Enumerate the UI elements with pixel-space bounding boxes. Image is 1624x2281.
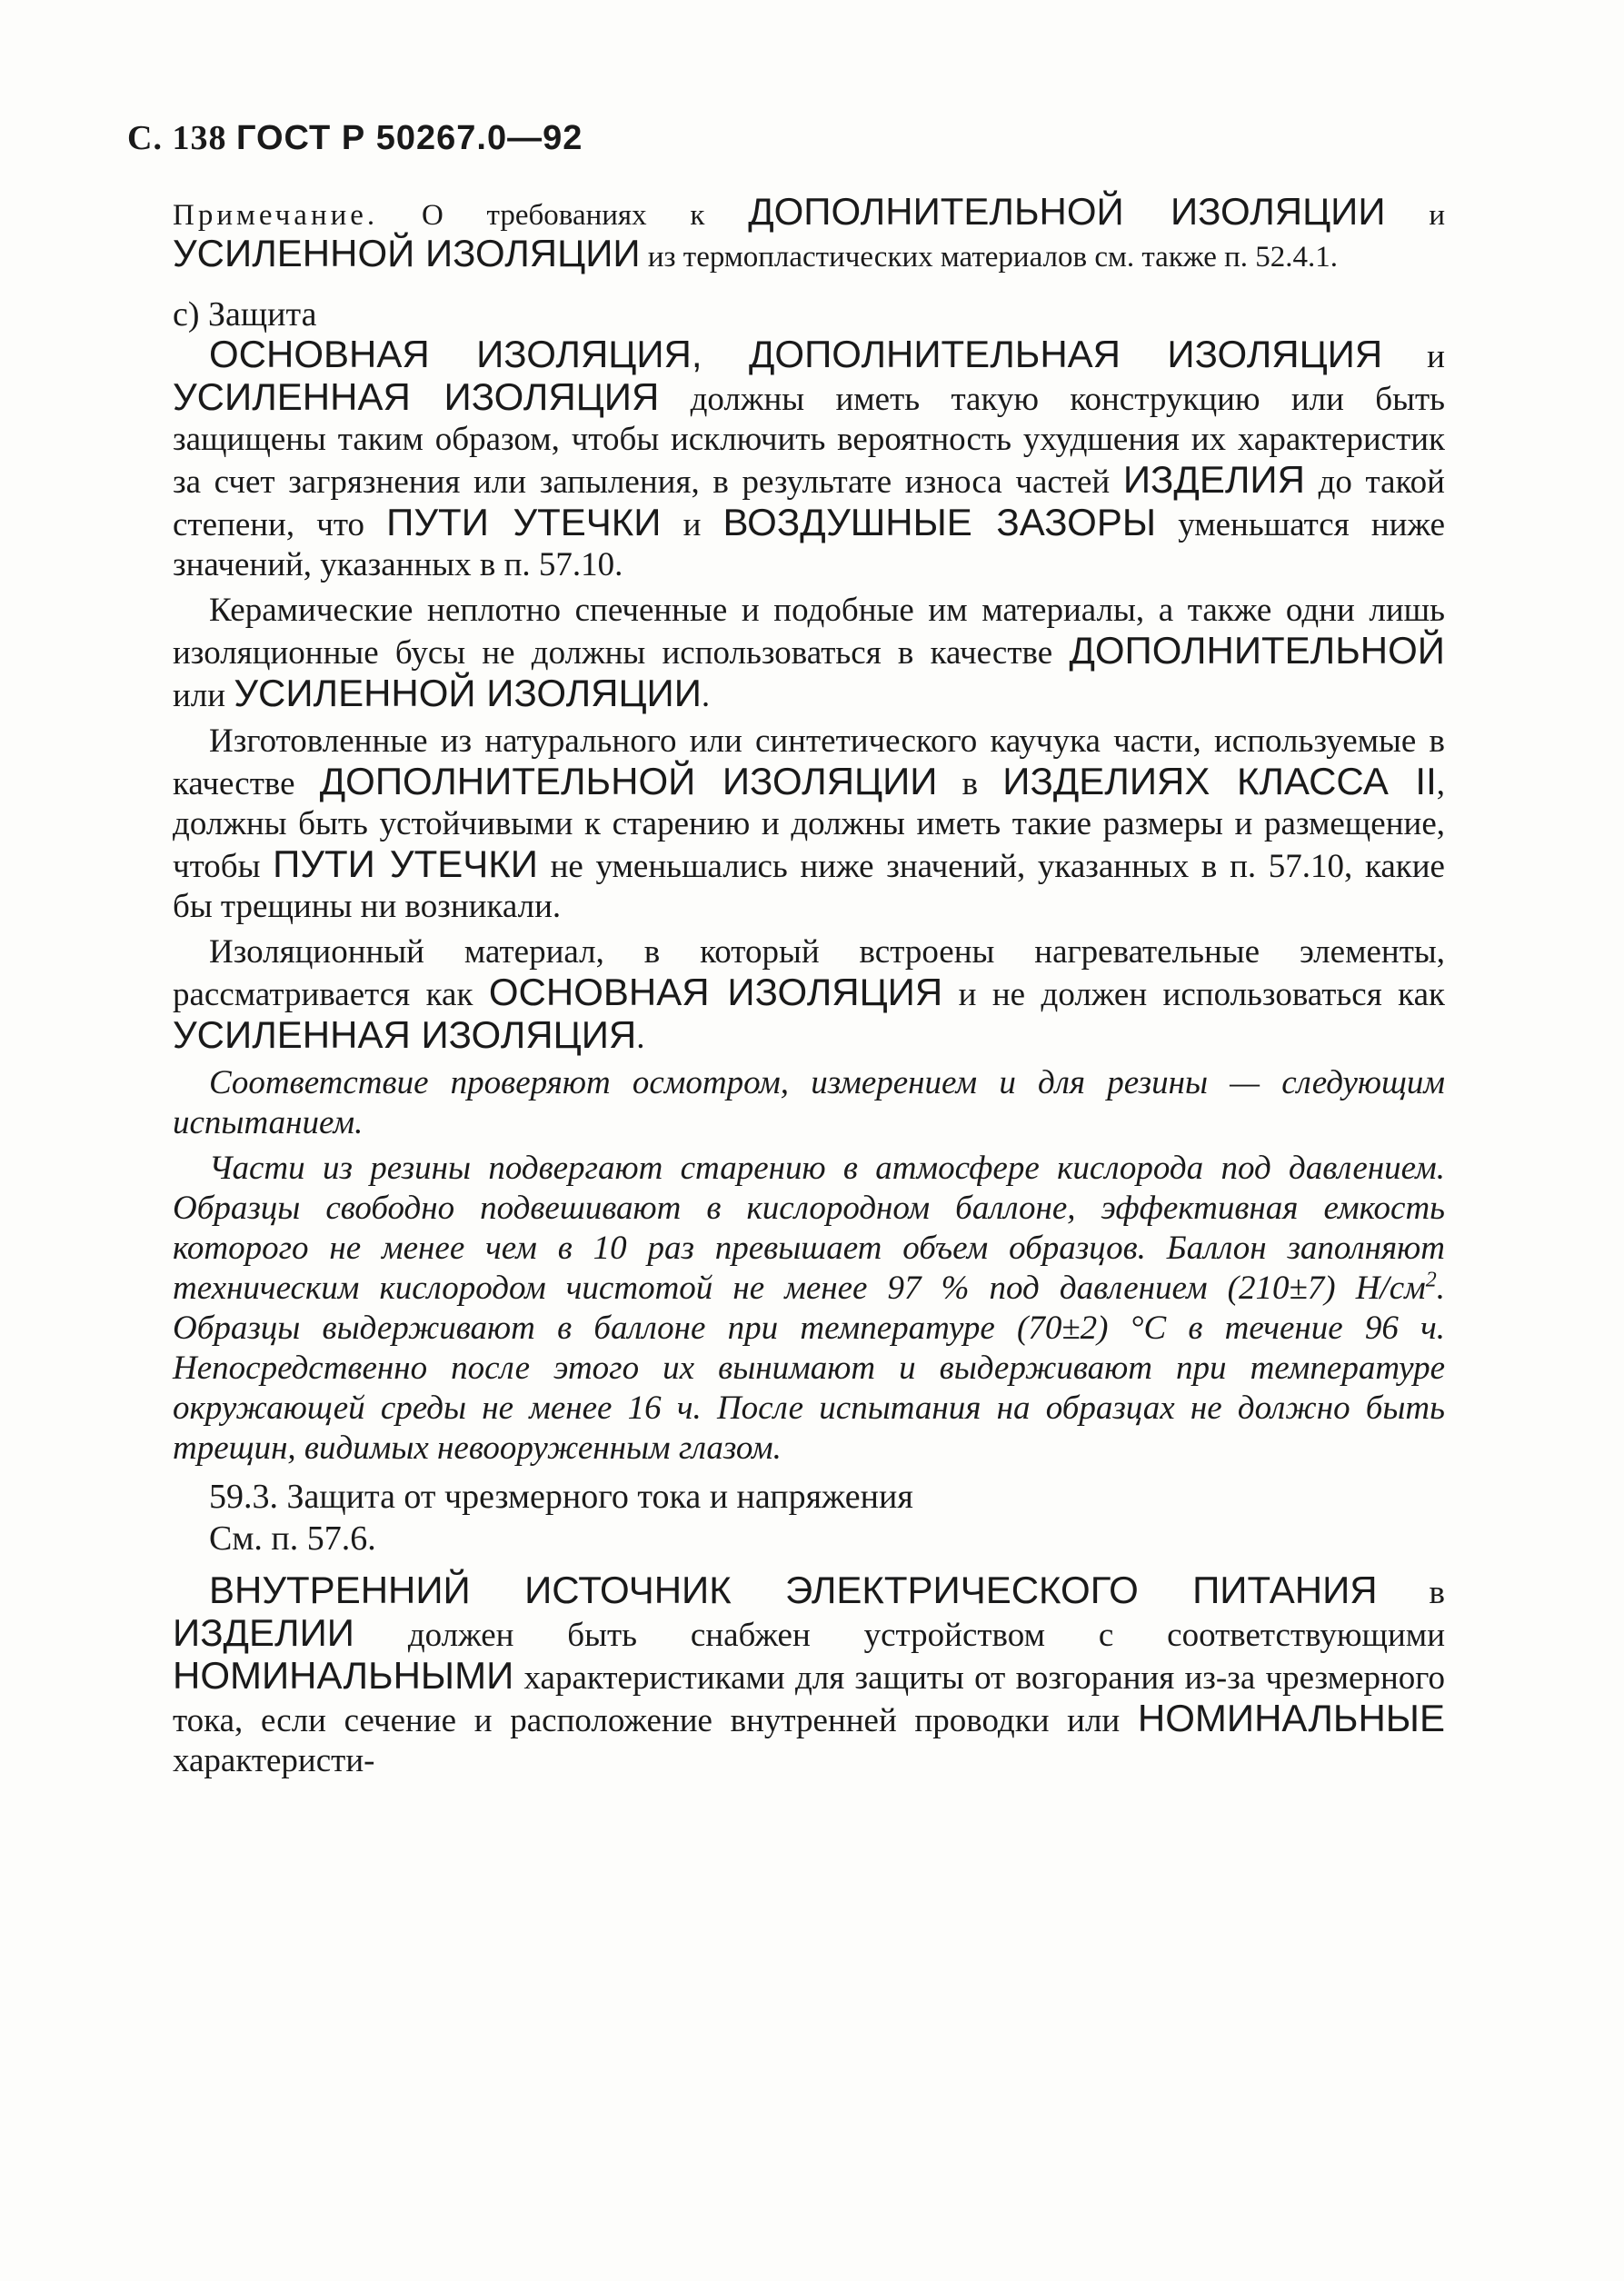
note-text: и	[1385, 199, 1445, 232]
note-label: Примечание.	[173, 199, 379, 232]
text: и	[1382, 338, 1445, 375]
text: Изоляционный материал, в который встроены нагревательные элементы, рассматривается как	[173, 933, 1445, 1013]
test-procedure	[173, 1149, 1445, 1469]
term: ОСНОВНАЯ ИЗОЛЯЦИЯ	[488, 971, 943, 1013]
term: ОСНОВНАЯ ИЗОЛЯЦИЯ, ДОПОЛНИТЕЛЬНАЯ ИЗОЛЯЦИЯ	[209, 333, 1383, 375]
text: в	[1377, 1574, 1445, 1611]
subsection-heading: с) Защита	[173, 295, 317, 334]
term: НОМИНАЛЬНЫЕ	[1137, 1697, 1445, 1739]
text: , должны быть устойчивыми к старению и должны иметь такие размеры и размещение, чтобы	[173, 765, 1445, 885]
cross-reference: См. п. 57.6.	[209, 1519, 376, 1558]
paragraph-heating-elements	[173, 932, 1445, 1058]
text: .	[636, 1019, 645, 1056]
term: УСИЛЕННОЙ ИЗОЛЯЦИИ	[234, 672, 702, 714]
paragraph-internal-power-source	[173, 1570, 1445, 1781]
text: не уменьшались ниже значений, указанных в п. 57.10, какие бы трещины ни возникали.	[173, 848, 1445, 925]
term: ИЗДЕЛИИ	[173, 1611, 354, 1654]
term: УСИЛЕННОЙ ИЗОЛЯЦИИ	[173, 232, 641, 274]
note-paragraph	[173, 190, 1445, 276]
paragraph-insulation-protection	[173, 334, 1445, 585]
text: .	[701, 677, 711, 714]
text: до такой степени, что	[173, 463, 1445, 543]
text: уменьшатся ниже значений, указанных в п. 57.10.	[173, 506, 1445, 583]
text: или	[173, 677, 234, 714]
note-text: О требованиях к	[378, 199, 749, 232]
text: в	[937, 765, 1003, 802]
term: ПУТИ УТЕЧКИ	[273, 842, 538, 885]
text: Изготовленные из натурального или синтетического каучука части, используемые в качестве	[173, 722, 1445, 802]
term: УСИЛЕННАЯ ИЗОЛЯЦИЯ	[173, 375, 660, 418]
text: и	[661, 506, 723, 543]
paragraph-rubber-parts	[173, 722, 1445, 927]
paragraph-ceramic-materials	[173, 591, 1445, 716]
term: НОМИНАЛЬНЫМИ	[173, 1654, 514, 1697]
text: характеристиками для защиты от возгорания из-за чрезмерного тока, если сечение и расположение внутренней проводки или	[173, 1659, 1445, 1739]
compliance-statement: Соответствие проверяют осмотром, измерением и для резины — следующим испытанием.	[173, 1064, 1445, 1141]
term: ДОПОЛНИТЕЛЬНОЙ ИЗОЛЯЦИИ	[319, 760, 938, 802]
standard-number: ГОСТ Р 50267.0—92	[235, 119, 583, 157]
text: . Образцы выдерживают в баллоне при температуре (70±2) °С в течение 96 ч. Непосредственно после этого их вынимают и выдерживают при температуре окружающей среды не менее 16 ч. После испытания на образцах не должно быть трещин, видимых невооруженным глазом.	[173, 1270, 1445, 1467]
note-text: из термопластических материалов см. также п. 52.4.1.	[640, 241, 1339, 274]
term: ПУТИ УТЕЧКИ	[386, 501, 662, 543]
text: должен быть снабжен устройством с соответствующими	[354, 1617, 1445, 1654]
term: УСИЛЕННАЯ ИЗОЛЯЦИЯ	[173, 1013, 637, 1056]
term: ИЗДЕЛИЯХ КЛАССА II	[1002, 760, 1437, 802]
superscript: 2	[1425, 1268, 1437, 1292]
term: ИЗДЕЛИЯ	[1122, 458, 1305, 501]
term: ДОПОЛНИТЕЛЬНОЙ	[1069, 629, 1445, 672]
text: и не должен использоваться как	[942, 976, 1445, 1013]
text: должны иметь такую конструкцию или быть защищены таким образом, чтобы исключить вероятность ухудшения их характеристик за счет загрязнения или запыления, в результате износа частей	[173, 381, 1445, 501]
term: ДОПОЛНИТЕЛЬНОЙ ИЗОЛЯЦИИ	[748, 190, 1386, 233]
text: Части из резины подвергают старению в атмосфере кислорода под давлением. Образцы свободно подвешивают в кислородном баллоне, эффективная емкость которого не менее чем в 10 раз превышает объем образцов. Баллон заполняют техническим кислородом чистотой не менее 97 % под давлением (210±7) Н/см	[173, 1150, 1445, 1307]
text: Керамические неплотно спеченные и подобные им материалы, а также одни лишь изоляционные бусы не должны использоваться в качестве	[173, 592, 1445, 672]
text: характеристи-	[173, 1742, 375, 1779]
term: ВОЗДУШНЫЕ ЗАЗОРЫ	[722, 501, 1157, 543]
page-number: С. 138	[127, 119, 227, 157]
page-header	[127, 118, 583, 158]
clause-heading: 59.3. Защита от чрезмерного тока и напряжения	[209, 1478, 913, 1516]
term: ВНУТРЕННИЙ ИСТОЧНИК ЭЛЕКТРИЧЕСКОГО ПИТАНИЯ	[209, 1569, 1378, 1611]
document-body	[173, 190, 1445, 1787]
